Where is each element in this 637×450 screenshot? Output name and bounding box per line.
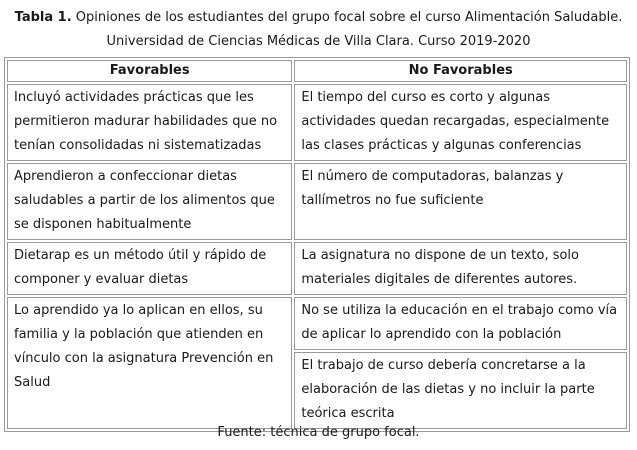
cell-favorable: Aprendieron a confeccionar dietas saludables a partir de los alimentos que se disponen habitualmente bbox=[7, 163, 292, 240]
table-header-row bbox=[7, 60, 627, 82]
cell-no-favorable: La asignatura no dispone de un texto, solo materiales digitales de diferentes autores. bbox=[294, 242, 627, 295]
header-no-favorables: No Favorables bbox=[294, 60, 627, 82]
cell-no-favorable: El tiempo del curso es corto y algunas actividades quedan recargadas, especialmente las clases prácticas y algunas conferencias bbox=[294, 84, 627, 161]
header-favorables: Favorables bbox=[7, 60, 292, 82]
caption-line-2: Universidad de Ciencias Médicas de Villa Clara. Curso 2019-2020 bbox=[106, 34, 531, 49]
table-source: Fuente: técnica de grupo focal. bbox=[217, 425, 420, 440]
cell-no-favorable: El trabajo de curso debería concretarse a la elaboración de las dietas y no incluir la parte teórica escrita bbox=[294, 352, 627, 429]
caption-line-1 bbox=[0, 6, 637, 30]
caption-title: Opiniones de los estudiantes del grupo focal sobre el curso Alimentación Saludable. bbox=[75, 10, 623, 25]
table-caption bbox=[0, 6, 637, 54]
table-row bbox=[7, 297, 627, 350]
opinions-table bbox=[4, 57, 630, 432]
table-row bbox=[7, 163, 627, 240]
table-row bbox=[7, 84, 627, 161]
cell-favorable: Incluyó actividades prácticas que les permitieron madurar habilidades que no tenían consolidadas ni sistematizadas bbox=[7, 84, 292, 161]
caption-label: Tabla 1. bbox=[14, 10, 72, 25]
cell-favorable: Lo aprendido ya lo aplican en ellos, su familia y la población que atienden en vínculo con la asignatura Prevención en Salud bbox=[7, 297, 292, 429]
table-row bbox=[7, 242, 627, 295]
cell-favorable: Dietarap es un método útil y rápido de componer y evaluar dietas bbox=[7, 242, 292, 295]
cell-no-favorable: No se utiliza la educación en el trabajo como vía de aplicar lo aprendido con la población bbox=[294, 297, 627, 350]
cell-no-favorable: El número de computadoras, balanzas y tallímetros no fue suficiente bbox=[294, 163, 627, 240]
